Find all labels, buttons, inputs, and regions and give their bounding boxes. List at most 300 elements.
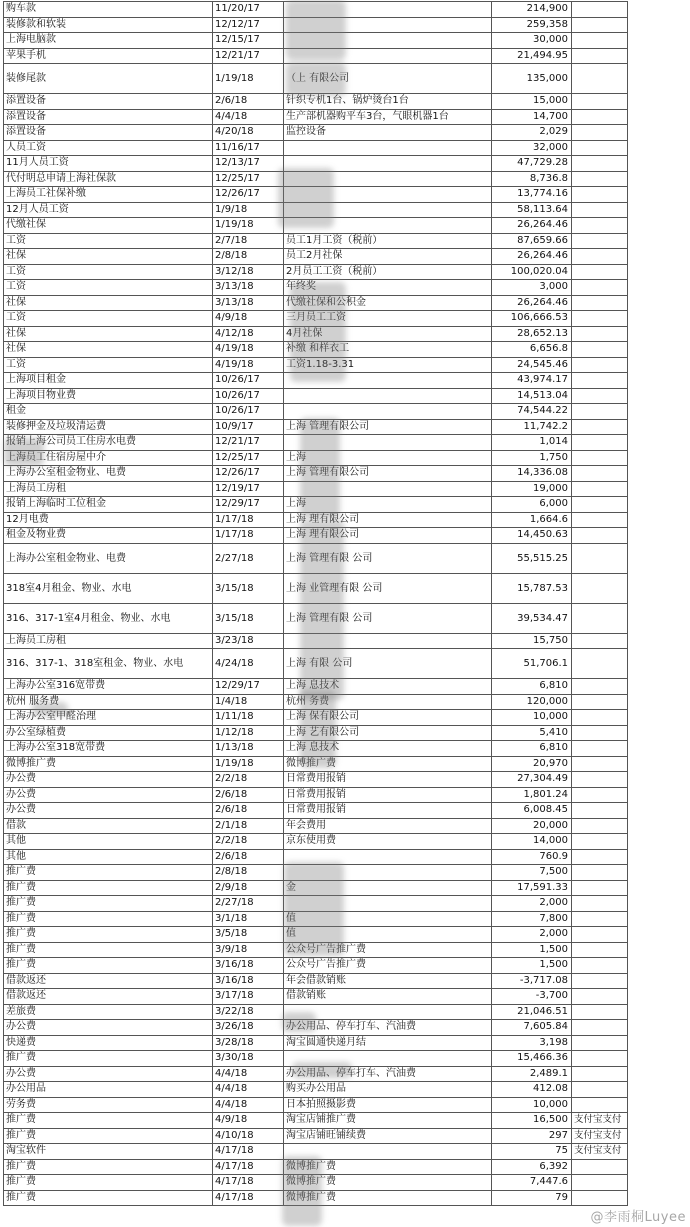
- cell-payment-method: [572, 466, 628, 482]
- cell-amount: -3,700: [492, 989, 572, 1005]
- cell-payment-method: [572, 357, 628, 373]
- cell-payment-method: [572, 94, 628, 110]
- cell-date: 3/28/18: [213, 1035, 284, 1051]
- cell-payment-method: 支付宝支付: [572, 1144, 628, 1160]
- cell-item: 杭州 服务费: [4, 694, 213, 710]
- redaction-blur: [32, 702, 68, 716]
- cell-payment-method: [572, 326, 628, 342]
- table-row: [4, 787, 628, 803]
- cell-item: 上海员工住宿房屋中介: [4, 450, 213, 466]
- cell-note: [284, 140, 492, 156]
- cell-payment-method: [572, 834, 628, 850]
- cell-note: 京东使用费: [284, 834, 492, 850]
- cell-payment-method: [572, 725, 628, 741]
- cell-payment-method: [572, 958, 628, 974]
- cell-date: 2/2/18: [213, 772, 284, 788]
- redaction-blur: [300, 690, 336, 768]
- cell-date: 3/30/18: [213, 1051, 284, 1067]
- cell-amount: 6,810: [492, 679, 572, 695]
- cell-item: 12月人员工资: [4, 202, 213, 218]
- cell-note: 日本拍照摄影费: [284, 1097, 492, 1113]
- cell-note: 上海 管理有限 公司: [284, 603, 492, 633]
- cell-amount: -3,717.08: [492, 973, 572, 989]
- cell-payment-method: 支付宝支付: [572, 1113, 628, 1129]
- cell-payment-method: [572, 125, 628, 141]
- cell-note: 上海 艺有限公司: [284, 725, 492, 741]
- cell-date: 4/4/18: [213, 1066, 284, 1082]
- cell-item: 淘宝软件: [4, 1144, 213, 1160]
- cell-amount: 24,545.46: [492, 357, 572, 373]
- cell-date: 2/9/18: [213, 880, 284, 896]
- cell-amount: 2,029: [492, 125, 572, 141]
- cell-date: 1/17/18: [213, 512, 284, 528]
- cell-date: 3/13/18: [213, 280, 284, 296]
- cell-payment-method: [572, 1035, 628, 1051]
- cell-date: 3/26/18: [213, 1020, 284, 1036]
- cell-note: 4月社保: [284, 326, 492, 342]
- cell-amount: 14,513.04: [492, 388, 572, 404]
- cell-amount: 39,534.47: [492, 603, 572, 633]
- cell-date: 2/27/18: [213, 896, 284, 912]
- cell-date: 2/7/18: [213, 233, 284, 249]
- cell-amount: 2,000: [492, 927, 572, 943]
- cell-note: （上 有限公司: [284, 64, 492, 94]
- cell-item: 推广费: [4, 1051, 213, 1067]
- cell-note: 上海 管理有限公司: [284, 466, 492, 482]
- cell-item: 办公费: [4, 772, 213, 788]
- cell-item: 工资: [4, 311, 213, 327]
- cell-payment-method: [572, 497, 628, 513]
- cell-date: 4/19/18: [213, 342, 284, 358]
- cell-date: 1/11/18: [213, 710, 284, 726]
- cell-item: 上海员工社保补缴: [4, 187, 213, 203]
- cell-date: 12/26/17: [213, 466, 284, 482]
- cell-note: 办公用品、停车打车、汽油费: [284, 1020, 492, 1036]
- cell-note: 年会借款销账: [284, 973, 492, 989]
- cell-payment-method: [572, 17, 628, 33]
- cell-amount: 51,706.1: [492, 649, 572, 679]
- cell-amount: 26,264.46: [492, 249, 572, 265]
- cell-payment-method: [572, 865, 628, 881]
- cell-date: 4/9/18: [213, 311, 284, 327]
- cell-date: 4/24/18: [213, 649, 284, 679]
- cell-item: 推广费: [4, 927, 213, 943]
- cell-item: 上海员工房租: [4, 481, 213, 497]
- cell-item: 苹果手机: [4, 48, 213, 64]
- cell-date: 10/26/17: [213, 404, 284, 420]
- cell-payment-method: [572, 233, 628, 249]
- cell-amount: 7,605.84: [492, 1020, 572, 1036]
- cell-payment-method: [572, 311, 628, 327]
- cell-amount: 6,656.8: [492, 342, 572, 358]
- table-row: [4, 1097, 628, 1113]
- cell-item: 装修尾款: [4, 64, 213, 94]
- cell-amount: 1,014: [492, 435, 572, 451]
- cell-item: 差旅费: [4, 1004, 213, 1020]
- cell-item: 上海项目租金: [4, 373, 213, 389]
- cell-note: 日常费用报销: [284, 772, 492, 788]
- cell-note: 年会费用: [284, 818, 492, 834]
- cell-item: 其他: [4, 849, 213, 865]
- cell-note: 2月员工工资（税前）: [284, 264, 492, 280]
- cell-payment-method: [572, 528, 628, 544]
- cell-date: 4/19/18: [213, 357, 284, 373]
- cell-note: 上海 息技术: [284, 741, 492, 757]
- cell-item: 推广费: [4, 865, 213, 881]
- table-row: [4, 1113, 628, 1129]
- cell-amount: 120,000: [492, 694, 572, 710]
- cell-item: 办公室绿植费: [4, 725, 213, 741]
- cell-payment-method: [572, 756, 628, 772]
- table-row: [4, 388, 628, 404]
- cell-payment-method: [572, 202, 628, 218]
- cell-item: 推广费: [4, 880, 213, 896]
- cell-item: 工资: [4, 357, 213, 373]
- cell-item: 添置设备: [4, 125, 213, 141]
- table-row: [4, 109, 628, 125]
- cell-note: 监控设备: [284, 125, 492, 141]
- cell-note: 日常费用报销: [284, 787, 492, 803]
- redaction-blur: [290, 282, 346, 382]
- cell-item: 微博推广费: [4, 756, 213, 772]
- cell-date: 1/19/18: [213, 64, 284, 94]
- cell-item: 人员工资: [4, 140, 213, 156]
- cell-note: 年终奖: [284, 280, 492, 296]
- cell-payment-method: [572, 1020, 628, 1036]
- cell-item: 社保: [4, 295, 213, 311]
- cell-payment-method: [572, 603, 628, 633]
- cell-date: 12/25/17: [213, 450, 284, 466]
- cell-date: 2/2/18: [213, 834, 284, 850]
- cell-payment-method: [572, 989, 628, 1005]
- cell-payment-method: [572, 573, 628, 603]
- cell-item: 添置设备: [4, 94, 213, 110]
- cell-date: 2/8/18: [213, 865, 284, 881]
- cell-item: 办公费: [4, 787, 213, 803]
- cell-note: 金: [284, 880, 492, 896]
- cell-item: 办公费: [4, 803, 213, 819]
- cell-item: 社保: [4, 326, 213, 342]
- cell-date: 2/6/18: [213, 94, 284, 110]
- redaction-blur: [282, 1156, 322, 1226]
- cell-date: 3/17/18: [213, 989, 284, 1005]
- cell-payment-method: [572, 849, 628, 865]
- cell-item: 上海办公室318宽带费: [4, 741, 213, 757]
- cell-payment-method: [572, 649, 628, 679]
- cell-note: 杭州 务费: [284, 694, 492, 710]
- cell-payment-method: [572, 481, 628, 497]
- cell-item: 代缴社保: [4, 218, 213, 234]
- cell-date: 1/13/18: [213, 741, 284, 757]
- table-row: [4, 404, 628, 420]
- cell-note: 借款销账: [284, 989, 492, 1005]
- cell-note: 员工2月社保: [284, 249, 492, 265]
- cell-payment-method: [572, 435, 628, 451]
- table-row: [4, 772, 628, 788]
- cell-item: 316、317-1、318室租金、物业、水电: [4, 649, 213, 679]
- table-row: [4, 973, 628, 989]
- cell-date: 2/6/18: [213, 849, 284, 865]
- table-row: [4, 818, 628, 834]
- cell-date: 4/17/18: [213, 1144, 284, 1160]
- cell-item: 代付明总申请上海社保款: [4, 171, 213, 187]
- cell-note: 微博推广费: [284, 1175, 492, 1191]
- cell-amount: 87,659.66: [492, 233, 572, 249]
- cell-date: 12/21/17: [213, 48, 284, 64]
- cell-amount: 7,447.6: [492, 1175, 572, 1191]
- cell-amount: 79: [492, 1190, 572, 1206]
- cell-item: 推广费: [4, 958, 213, 974]
- cell-payment-method: [572, 218, 628, 234]
- redaction-blur: [286, 62, 346, 96]
- cell-amount: 2,489.1: [492, 1066, 572, 1082]
- cell-payment-method: [572, 64, 628, 94]
- cell-amount: 6,008.45: [492, 803, 572, 819]
- cell-payment-method: [572, 1175, 628, 1191]
- cell-note: 微博推广费: [284, 756, 492, 772]
- cell-amount: 14,450.63: [492, 528, 572, 544]
- cell-amount: 47,729.28: [492, 156, 572, 172]
- cell-date: 12/29/17: [213, 497, 284, 513]
- cell-date: 1/19/18: [213, 756, 284, 772]
- cell-date: 3/22/18: [213, 1004, 284, 1020]
- cell-item: 借款返还: [4, 973, 213, 989]
- cell-amount: 7,800: [492, 911, 572, 927]
- cell-amount: 412.08: [492, 1082, 572, 1098]
- cell-payment-method: [572, 109, 628, 125]
- cell-payment-method: [572, 388, 628, 404]
- cell-note: 购买办公用品: [284, 1082, 492, 1098]
- cell-amount: 14,336.08: [492, 466, 572, 482]
- cell-amount: 8,736.8: [492, 171, 572, 187]
- cell-note: 工资1.18-3.31: [284, 357, 492, 373]
- cell-amount: 15,466.36: [492, 1051, 572, 1067]
- cell-payment-method: 支付宝支付: [572, 1128, 628, 1144]
- cell-payment-method: [572, 911, 628, 927]
- redaction-blur: [284, 862, 344, 956]
- cell-payment-method: [572, 679, 628, 695]
- cell-amount: 3,000: [492, 280, 572, 296]
- cell-date: 1/9/18: [213, 202, 284, 218]
- cell-amount: 55,515.25: [492, 543, 572, 573]
- cell-date: 3/23/18: [213, 633, 284, 649]
- cell-payment-method: [572, 772, 628, 788]
- cell-payment-method: [572, 249, 628, 265]
- cell-amount: 74,544.22: [492, 404, 572, 420]
- cell-payment-method: [572, 710, 628, 726]
- cell-note: 淘宝店铺推广费: [284, 1113, 492, 1129]
- cell-date: 10/26/17: [213, 373, 284, 389]
- cell-date: 4/17/18: [213, 1159, 284, 1175]
- cell-item: 推广费: [4, 942, 213, 958]
- cell-item: 装修押金及垃圾清运费: [4, 419, 213, 435]
- cell-payment-method: [572, 2, 628, 18]
- cell-date: 2/6/18: [213, 803, 284, 819]
- cell-payment-method: [572, 1097, 628, 1113]
- cell-date: 3/9/18: [213, 942, 284, 958]
- cell-payment-method: [572, 543, 628, 573]
- cell-amount: 20,000: [492, 818, 572, 834]
- cell-note: 代缴社保和公积金: [284, 295, 492, 311]
- cell-note: 公众号广告推广费: [284, 942, 492, 958]
- cell-date: 12/13/17: [213, 156, 284, 172]
- cell-payment-method: [572, 896, 628, 912]
- cell-item: 报销上海临时工位租金: [4, 497, 213, 513]
- cell-payment-method: [572, 295, 628, 311]
- cell-payment-method: [572, 1190, 628, 1206]
- cell-payment-method: [572, 927, 628, 943]
- cell-date: 1/4/18: [213, 694, 284, 710]
- cell-item: 购车款: [4, 2, 213, 18]
- cell-date: 10/9/17: [213, 419, 284, 435]
- redaction-blur: [300, 520, 344, 700]
- cell-note: 上海 管理有限 公司: [284, 543, 492, 573]
- cell-amount: 6,810: [492, 741, 572, 757]
- cell-date: 12/29/17: [213, 679, 284, 695]
- cell-date: 1/19/18: [213, 218, 284, 234]
- cell-item: 推广费: [4, 1175, 213, 1191]
- table-row: [4, 249, 628, 265]
- cell-item: 办公费: [4, 1066, 213, 1082]
- cell-amount: 43,974.17: [492, 373, 572, 389]
- cell-amount: 259,358: [492, 17, 572, 33]
- cell-item: 上海员工房租: [4, 633, 213, 649]
- redaction-blur: [282, 1012, 316, 1032]
- cell-date: 3/5/18: [213, 927, 284, 943]
- cell-note: 针织专机1台、锅炉烫台1台: [284, 94, 492, 110]
- cell-amount: 10,000: [492, 1097, 572, 1113]
- redaction-blur: [292, 1062, 352, 1078]
- cell-payment-method: [572, 1082, 628, 1098]
- cell-date: 12/19/17: [213, 481, 284, 497]
- cell-date: 3/1/18: [213, 911, 284, 927]
- watermark: @李雨桐Luyee: [590, 1210, 686, 1225]
- cell-amount: 5,410: [492, 725, 572, 741]
- cell-payment-method: [572, 880, 628, 896]
- cell-amount: 20,970: [492, 756, 572, 772]
- cell-payment-method: [572, 140, 628, 156]
- cell-note: 日常费用报销: [284, 803, 492, 819]
- table-row: [4, 958, 628, 974]
- cell-note: 上海 息技术: [284, 679, 492, 695]
- cell-amount: 6,000: [492, 497, 572, 513]
- cell-item: 上海办公室租金物业、电费: [4, 543, 213, 573]
- cell-item: 推广费: [4, 1159, 213, 1175]
- cell-payment-method: [572, 1159, 628, 1175]
- cell-amount: 106,666.53: [492, 311, 572, 327]
- cell-note: 微博推广费: [284, 1190, 492, 1206]
- cell-payment-method: [572, 373, 628, 389]
- table-row: [4, 989, 628, 1005]
- cell-date: 4/17/18: [213, 1175, 284, 1191]
- redaction-blur: [4, 438, 44, 466]
- cell-amount: 58,113.64: [492, 202, 572, 218]
- table-row: [4, 1035, 628, 1051]
- cell-item: 工资: [4, 233, 213, 249]
- cell-note: 上海 有限 公司: [284, 649, 492, 679]
- cell-item: 推广费: [4, 911, 213, 927]
- cell-note: 员工1月工资（税前）: [284, 233, 492, 249]
- table-row: [4, 264, 628, 280]
- table-row: [4, 125, 628, 141]
- table-row: [4, 1128, 628, 1144]
- cell-payment-method: [572, 942, 628, 958]
- cell-note: 办公用品、停车打车、汽油费: [284, 1066, 492, 1082]
- cell-payment-method: [572, 1004, 628, 1020]
- cell-note: 上海 保有限公司: [284, 710, 492, 726]
- cell-amount: 28,652.13: [492, 326, 572, 342]
- cell-amount: 1,500: [492, 958, 572, 974]
- cell-payment-method: [572, 818, 628, 834]
- cell-amount: 30,000: [492, 33, 572, 49]
- cell-date: 4/12/18: [213, 326, 284, 342]
- cell-date: 2/6/18: [213, 787, 284, 803]
- cell-payment-method: [572, 512, 628, 528]
- cell-amount: 11,742.2: [492, 419, 572, 435]
- cell-date: 3/12/18: [213, 264, 284, 280]
- cell-payment-method: [572, 280, 628, 296]
- cell-amount: 1,500: [492, 942, 572, 958]
- cell-date: 1/12/18: [213, 725, 284, 741]
- cell-item: 316、317-1室4月租金、物业、水电: [4, 603, 213, 633]
- cell-date: 4/4/18: [213, 1082, 284, 1098]
- redaction-blur: [300, 418, 340, 518]
- cell-amount: 14,700: [492, 109, 572, 125]
- cell-note: 上海 理有限公司: [284, 528, 492, 544]
- cell-item: 工资: [4, 264, 213, 280]
- cell-amount: 15,787.53: [492, 573, 572, 603]
- cell-date: 4/20/18: [213, 125, 284, 141]
- cell-item: 推广费: [4, 896, 213, 912]
- cell-date: 4/9/18: [213, 1113, 284, 1129]
- cell-amount: 21,046.51: [492, 1004, 572, 1020]
- cell-payment-method: [572, 1051, 628, 1067]
- cell-payment-method: [572, 171, 628, 187]
- cell-amount: 2,000: [492, 896, 572, 912]
- cell-date: 11/20/17: [213, 2, 284, 18]
- cell-date: 4/17/18: [213, 1190, 284, 1206]
- cell-date: 4/4/18: [213, 1097, 284, 1113]
- cell-date: 3/16/18: [213, 973, 284, 989]
- cell-note: 微博推广费: [284, 1159, 492, 1175]
- cell-amount: 14,000: [492, 834, 572, 850]
- cell-item: 推广费: [4, 1190, 213, 1206]
- cell-payment-method: [572, 342, 628, 358]
- cell-note: 淘宝店铺旺铺续费: [284, 1128, 492, 1144]
- cell-amount: 32,000: [492, 140, 572, 156]
- cell-date: 10/26/17: [213, 388, 284, 404]
- cell-note: [284, 388, 492, 404]
- cell-note: 公众号广告推广费: [284, 958, 492, 974]
- cell-amount: 21,494.95: [492, 48, 572, 64]
- cell-note: 三月员工工资: [284, 311, 492, 327]
- cell-note: 上海: [284, 497, 492, 513]
- cell-date: 12/15/17: [213, 33, 284, 49]
- cell-item: 社保: [4, 249, 213, 265]
- cell-item: 添置设备: [4, 109, 213, 125]
- redaction-blur: [286, 0, 346, 60]
- cell-note: 上海 管理有限公司: [284, 419, 492, 435]
- cell-item: 上海项目物业费: [4, 388, 213, 404]
- cell-amount: 760.9: [492, 849, 572, 865]
- cell-amount: 26,264.46: [492, 295, 572, 311]
- cell-date: 4/4/18: [213, 109, 284, 125]
- cell-amount: 26,264.46: [492, 218, 572, 234]
- cell-item: 12月电费: [4, 512, 213, 528]
- cell-item: 社保: [4, 342, 213, 358]
- cell-amount: 19,000: [492, 481, 572, 497]
- cell-date: 3/16/18: [213, 958, 284, 974]
